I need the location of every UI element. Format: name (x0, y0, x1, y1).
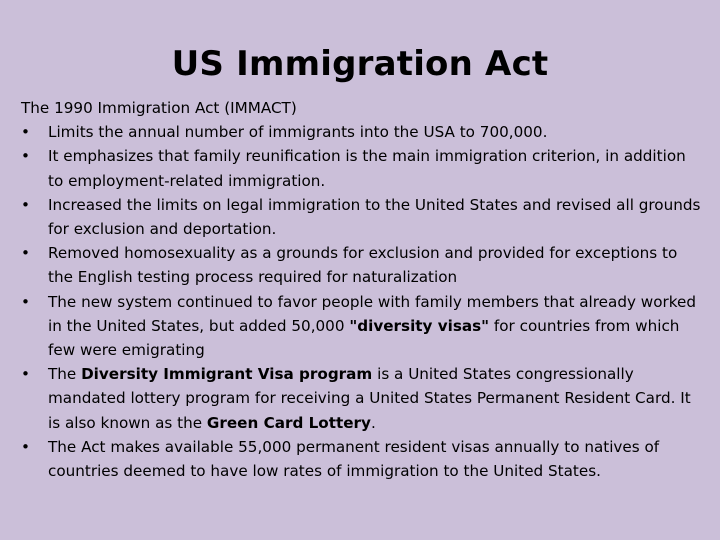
bullet-text: Removed homosexuality as a grounds for exclusion and provided for exceptions to the English testing process required for naturalization (48, 244, 678, 287)
bullet-icon: • (21, 147, 30, 166)
bold-term: "diversity visas" (349, 316, 490, 335)
text-run: for countries from which few were emigrating (48, 316, 680, 360)
slide-title: US Immigration Act (171, 44, 549, 84)
bold-term: Diversity Immigrant Visa program (81, 365, 373, 384)
bullet-icon: • (21, 365, 30, 384)
text-run: The new system continued to favor people with family members that already worked in the United States, but added 50,000 (48, 292, 696, 335)
bullet-item (21, 120, 701, 144)
bullet-icon: • (21, 292, 30, 311)
bold-term: Green Card Lottery (206, 413, 371, 432)
bullet-text: Increased the limits on legal immigration to the United States and revised all grounds for exclusion and deportation. (48, 195, 701, 239)
bullet-icon: • (21, 244, 30, 263)
bullet-item (21, 362, 701, 435)
bullet-icon: • (21, 123, 30, 142)
bullet-item (21, 241, 701, 289)
text-run: is a United States congressionally mandated lottery program for receiving a United States Permanent Resident Card. It is also known as the (48, 365, 691, 432)
bullet-list (21, 120, 701, 483)
text-run: The (48, 365, 82, 384)
bullet-text (48, 365, 691, 431)
bullet-item (21, 290, 701, 363)
bullet-text: Limits the annual number of immigrants into the USA to 700,000. (48, 123, 548, 142)
text-run: . (370, 413, 376, 432)
slide-body (21, 96, 701, 483)
bullet-icon: • (21, 437, 30, 456)
bullet-icon: • (21, 195, 30, 214)
bullet-text (48, 293, 696, 359)
bullet-text: The Act makes available 55,000 permanent resident visas annually to natives of countries deemed to have low rates of immigration to the United States. (48, 437, 660, 481)
slide-subtitle: The 1990 Immigration Act (IMMACT) (21, 99, 297, 117)
bullet-item (21, 435, 701, 483)
bullet-item (21, 144, 701, 192)
bullet-text: It emphasizes that family reunification is the main immigration criterion, in addition to employment-related immigration. (48, 147, 686, 190)
bullet-item (21, 193, 701, 241)
